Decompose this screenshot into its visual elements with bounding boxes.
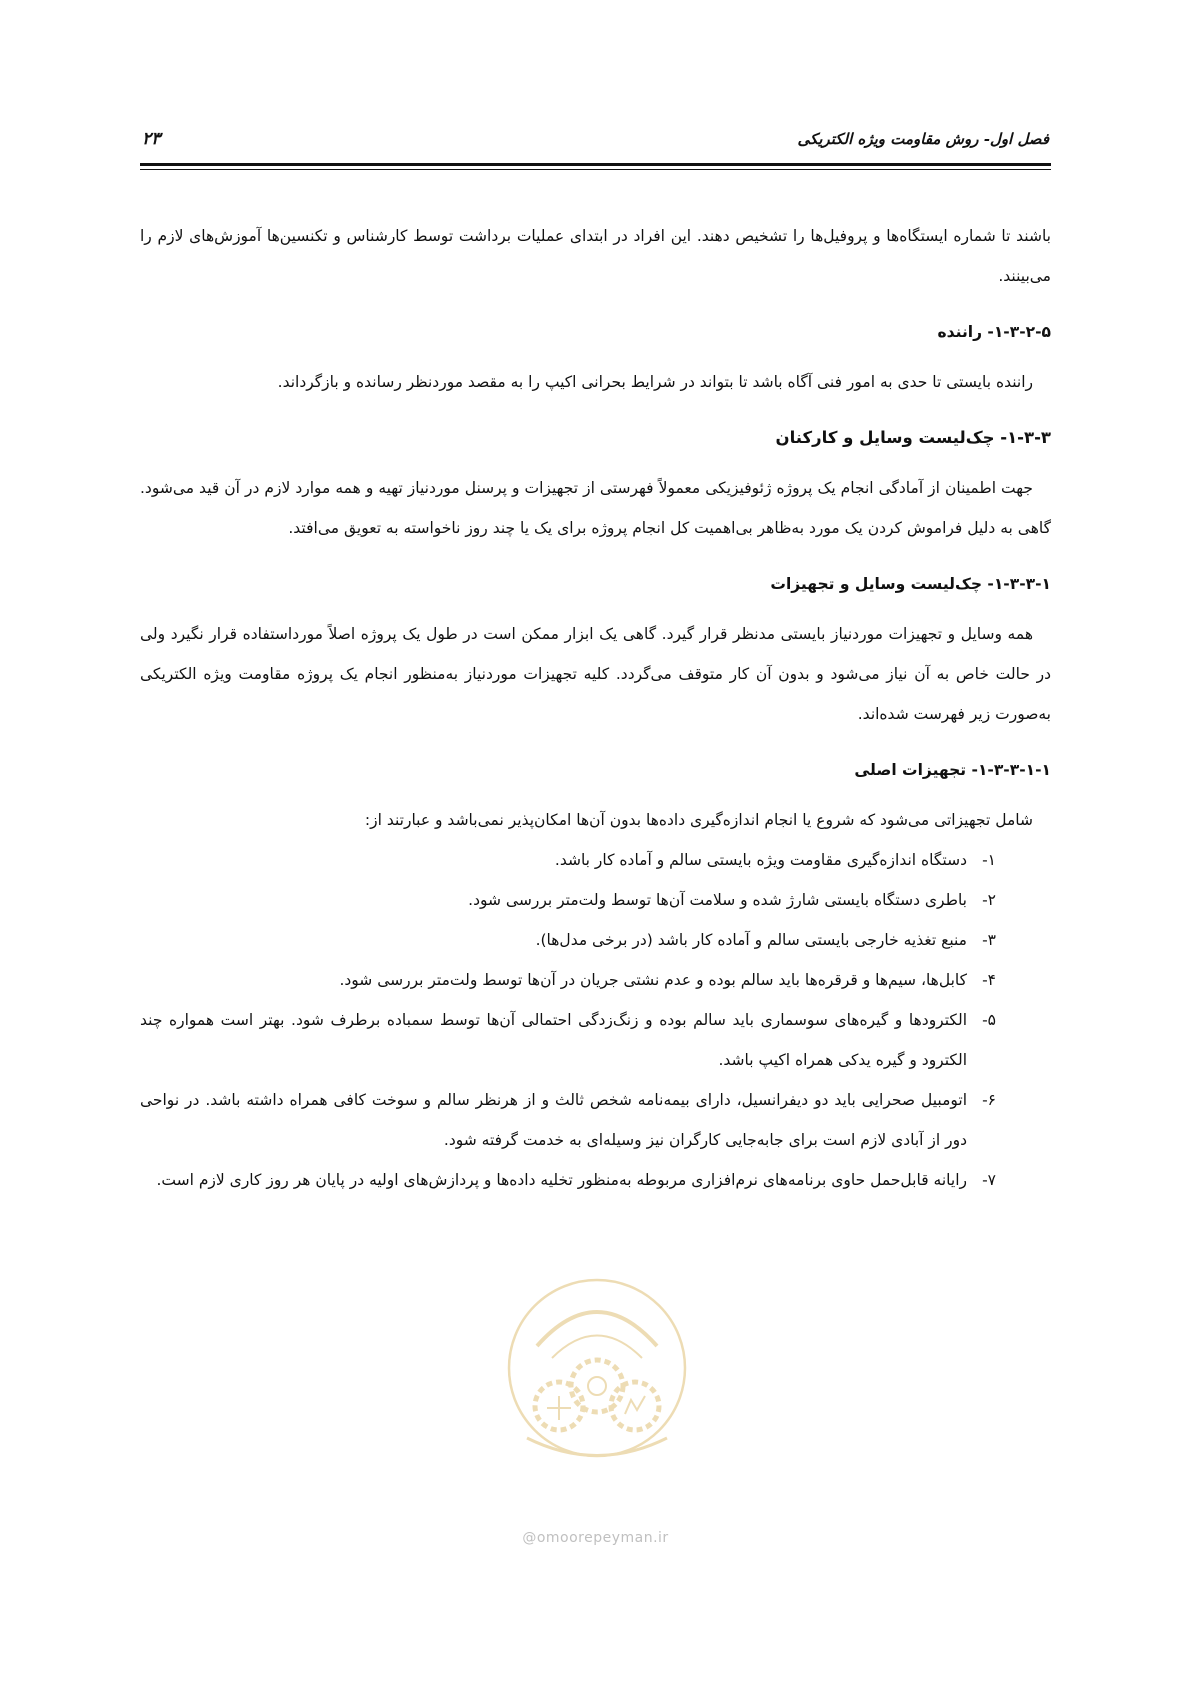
list-item-number: ۱- — [982, 851, 996, 869]
list-item-text: رایانه قابل‌حمل حاوی برنامه‌های نرم‌افزاری مربوطه به‌منظور تخلیه داده‌ها و پردازش‌های اولیه در پایان هر روز کاری لازم است. — [156, 1171, 967, 1189]
list-item — [140, 960, 1051, 1000]
paragraph-equipment-checklist: همه وسایل و تجهیزات موردنیاز بایستی مدنظر قرار گیرد. گاهی یک ابزار ممکن است در طول یک پروژه اصلاً مورداستفاده قرار نگیرد ولی در حالت خاص به آن نیاز می‌شود و بدون آن کار متوقف می‌گردد. کلیه تجهیزات موردنیاز به‌منظور انجام یک پروژه مقاومت ویژه الکتریکی به‌صورت زیر فهرست شده‌اند. — [140, 625, 1051, 723]
header-rule-thin — [140, 169, 1051, 170]
heading-driver: ۱-۳-۲-۵- راننده — [937, 323, 1051, 341]
paragraph-driver: راننده بایستی تا حدی به امور فنی آگاه باشد تا بتواند در شرایط بحرانی اکیپ را به مقصد موردنظر رسانده و بازگرداند. — [277, 373, 1033, 391]
list-item-number: ۴- — [982, 971, 996, 989]
list-item — [140, 920, 1051, 960]
list-item-text: منبع تغذیه خارجی بایستی سالم و آماده کار باشد (در برخی مدل‌ها). — [535, 931, 967, 949]
equipment-list — [140, 840, 1051, 1200]
list-item-text: کابل‌ها، سیم‌ها و قرقره‌ها باید سالم بوده و عدم نشتی جریان در آن‌ها توسط ولت‌متر بررسی شود. — [339, 971, 967, 989]
list-item-number: ۲- — [982, 891, 996, 909]
list-item-text: الکترودها و گیره‌های سوسماری باید سالم بوده و زنگ‌زدگی احتمالی آن‌ها توسط سمباده برطرف شود. بهتر است همواره چند الکترود و گیره یدکی همراه اکیپ باشد. — [140, 1011, 967, 1069]
watermark-seal-icon — [497, 1268, 697, 1468]
list-item — [140, 1000, 1051, 1080]
list-item — [140, 1160, 1051, 1200]
paragraph-main-equipment-intro: شامل تجهیزاتی می‌شود که شروع یا انجام اندازه‌گیری داده‌ها بدون آن‌ها امکان‌پذیر نمی‌باشد و عبارتند از: — [364, 811, 1033, 829]
header-rule-thick — [140, 163, 1051, 166]
list-item-number: ۷- — [982, 1171, 996, 1189]
list-item-number: ۳- — [982, 931, 996, 949]
page-number: ۲۳ — [142, 129, 161, 149]
heading-main-equipment: ۱-۳-۳-۱-۱- تجهیزات اصلی — [854, 761, 1051, 779]
heading-equipment-checklist: ۱-۳-۳-۱- چک‌لیست وسایل و تجهیزات — [770, 575, 1051, 593]
watermark-logo — [497, 1268, 697, 1468]
list-item — [140, 1080, 1051, 1160]
paragraph-checklist: جهت اطمینان از آمادگی انجام یک پروژه ژئوفیزیکی معمولاً فهرستی از تجهیزات و پرسنل موردنیاز تهیه و همه موارد لازم در آن قید می‌شود. گاهی به دلیل فراموش کردن یک مورد به‌ظاهر بی‌اهمیت کل انجام پروژه برای یک یا چند روز ناخواسته به تعویق می‌افتد. — [140, 479, 1051, 537]
list-item-number: ۵- — [982, 1011, 996, 1029]
footer-website: @omoorepeyman.ir — [522, 1530, 669, 1546]
heading-checklist: ۱-۳-۳- چک‌لیست وسایل و کارکنان — [775, 428, 1051, 447]
list-item-text: اتومبیل صحرایی باید دو دیفرانسیل، دارای بیمه‌نامه شخص ثالث و از هرنظر سالم و سوخت کافی همراه داشته باشد. در نواحی دور از آبادی لازم است برای جابه‌جایی کارگران نیز وسیله‌ای به خدمت گرفته شود. — [140, 1091, 967, 1149]
list-item-text: دستگاه اندازه‌گیری مقاومت ویژه بایستی سالم و آماده کار باشد. — [554, 851, 967, 869]
list-item-number: ۶- — [982, 1091, 996, 1109]
page-header — [140, 118, 1051, 166]
list-item-text: باطری دستگاه بایستی شارژ شده و سلامت آن‌ها توسط ولت‌متر بررسی شود. — [468, 891, 967, 909]
page-body — [140, 216, 1051, 1200]
list-item — [140, 840, 1051, 880]
list-item — [140, 880, 1051, 920]
paragraph-intro: باشند تا شماره ایستگاه‌ها و پروفیل‌ها را تشخیص دهند. این افراد در ابتدای عملیات برداشت توسط کارشناس و تکنسین‌ها آموزش‌های لازم را می‌بینند. — [140, 227, 1051, 285]
chapter-title: فصل اول- روش مقاومت ویژه الکتریکی — [797, 130, 1049, 148]
